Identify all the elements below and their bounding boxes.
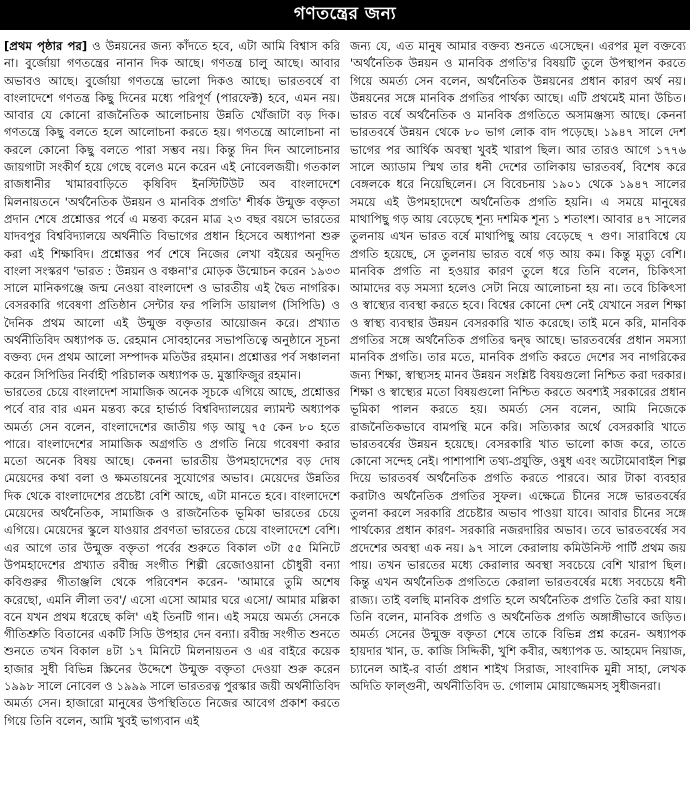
right-paragraph-1: জন্য যে, এত মানুষ আমার বক্তব্য শুনতে এসেছেন। এরপর মূল বক্তব্যে 'অর্থনৈতিক উন্নয়ন ও মানবিক প্রগতি'র বিষয়টি তুলে উপস্থাপন করতে গিয়ে অমর্ত্য সেন বলেন, অর্থনৈতিক উন্নয়নের প্রধান কারণ অর্থ নয়। উন্নয়নের সঙ্গে মানবিক প্রগতির পার্থক্য আছে। এটি প্রথমেই মানা উচিত। ভারত বর্ষে অর্থনৈতিক ও মানবিক প্রগতিতে অসামঞ্জস্য আছে। কেননা ভারতবর্ষে উন্নয়ন থেকে ৮০ ভাগ লোক বাদ পড়েছে। ১৯৪৭ সালে দেশ ভাগের পর আর্থিক অবস্থা খুবই খারাপ ছিল। আর তারও আগে ১৭৭৬ সালে অ্যাডাম স্মিথ তার ধনী দেশের তালিকায় ভারতবর্ষ, বিশেষ করে বেঙ্গলকে ধরে নিয়েছিলেন। সে বিবেচনায় ১৯০১ থেকে ১৯৪৭ সালের সময়ে এই উপমহাদেশে অর্থনৈতিক প্রগতি হয়নি। এ সময়ে মানুষের মাথাপিছু গড় আয় বেড়েছে শূন্য দশমিক শূন্য ১ শতাংশ। আবার ৪৭ সালের তুলনায় এখন ভারত বর্ষে মাথাপিছু আয় বেড়েছে ৭ গুণ। সারাবিশ্বে যে প্রগতি হয়েছে, সে তুলনায় ভারত বর্ষে গড় আয় কম। কিন্তু মৃত্যু বেশি। মানবিক প্রগতি না হওয়ার কারণ তুলে ধরে তিনি বলেন, চিকিৎসা আমাদের বড় সমস্যা হলেও সেটা নিয়ে আলোচনা হয় না। তবে চিকিৎসা ও স্বাস্থ্যের ব্যবস্থা করতে হবে। বিশ্বের কোনো দেশ নেই যেখানে সরল শিক্ষা ও স্বাস্থ্য ব্যবস্থার উন্নয়ন বেসরকারি খাত করেছে। তাই মনে করি, মানবিক প্রগতির সঙ্গে অর্থনৈতিক প্রগতির দ্বন্দ্ব আছে। ভারতবর্ষের প্রধান সমস্যা মানবিক প্রগতি। তার মতে, মানবিক প্রগতি করতে দেশের সব নাগরিকের জন্য শিক্ষা, স্বাস্থ্যসহ মানব উন্নয়ন সংশ্লিষ্ট বিষয়গুলো নিশ্চিত করা দরকার। শিক্ষা ও স্বাস্থ্যের মতো বিষয়গুলো নিশ্চিত করতে অবশ্যই সরকারের প্রধান ভূমিকা পালন করতে হয়। অমর্ত্য সেন বলেন, আমি নিজেকে রাজনৈতিকভাবে বামপন্থি মনে করি। সত্যিকার অর্থে বেসরকারি খাতে ভারতবর্ষের উন্নয়ন হয়েছে। বেসরকারি খাত ভালো কাজ করে, তাতে কোনো সন্দেহ নেই। পাশাপাশি তথ্য-প্রযুক্তি, ওষুধ এবং অটোমোবাইল শিল্প দিয়ে ভারতবর্ষ অর্থনৈতিক প্রগতি করতে পারবে। আর টাকা ব্যবহার করাটাও অর্থনৈতিক প্রগতির সুফল। এক্ষেত্রে চীনের সঙ্গে ভারতবর্ষের তুলনা করলে সরকারি প্রচেষ্টার অভাব পাওয়া যাবে। আবার চীনের সঙ্গে পার্থক্যের প্রধান কারণ- সরকারি নজরদারির অভাব। তবে ভারতবর্ষের সব প্রদেশের অবস্থা এক নয়। ৯৭ সালে কেরালায় কমিউনিস্ট পার্টি প্রথম জয় পায়। তখন ভারতের মধ্যে কেরালার অবস্থা সবচেয়ে বেশি খারাপ ছিল। কিন্তু এখন অর্থনৈতিক প্রগতিতে কেরালা ভারতবর্ষের মধ্যে সবচেয়ে ধনী রাজ্য। তাই বলছি মানবিক প্রগতি হলে অর্থনৈতিক প্রগতি তৈরি করা যায়। তিনি বলেন, মানবিক প্রগতি ও অর্থনৈতিক প্রগতি অঙ্গাঙ্গীভাবে জড়িত। অমর্ত্য সেনের উন্মুক্ত বক্তৃতা শেষে তাকে বিভিন্ন প্রশ্ন করেন- অধ্যাপক হায়দার খান, ড. কাজি সিদ্দিকী, খুশি কবীর, অধ্যাপক ড. আহমেদ নিয়াজ, চ্যানেল আই-র বার্তা প্রধান শাইখ সিরাজ, সাংবাদিক মুন্নী সাহা, লেখক অদিতি ফাল্গুনী, অর্থনীতিবিদ ড. গোলাম মোয়াজ্জেমসহ সুধীজনরা। — [350, 39, 686, 693]
headline-bar — [0, 0, 690, 30]
right-column — [350, 38, 686, 804]
headline: গণতন্ত্রের জন্য — [293, 4, 397, 24]
left-column — [4, 38, 340, 804]
left-paragraph-1 — [4, 38, 340, 384]
left-paragraph-2: ভারতের চেয়ে বাংলাদেশ সামাজিক অনেক সূচকে এগিয়ে আছে, প্রশ্নোত্তর পর্বে বার বার এমন মন্তব্য করে হার্ভার্ড বিশ্ববিদ্যালয়ের ল্যামন্ট অধ্যাপক অমর্ত্য সেন বলেন, বাংলাদেশের জাতীয় গড় আয়ু ৭৫ কেন ৮০ হতে পারে। বাংলাদেশের সামাজিক অগ্রগতি ও প্রগতি নিয়ে গবেষণা করার মতো অনেক বিষয় আছে। কেননা ভারতীয় উপমহাদেশের বড় দোষ মেয়েদের কথা বলা ও ক্ষমতায়নের সুযোগের অভাব। মেয়েদের উন্নতির দিক থেকে বাংলাদেশের প্রচেষ্টা বেশি আছে, এটা মানতে হবে। বাংলাদেশে মেয়েদের অর্থনৈতিক, সামাজিক ও রাজনৈতিক ভূমিকা ভারতের চেয়ে এগিয়ে। মেয়েদের স্কুলে যাওয়ার প্রবণতা ভারতের চেয়ে বাংলাদেশে বেশি। এর আগে তার উন্মুক্ত বক্তৃতা পর্বের শুরুতে বিকাল ৩টা ৫৫ মিনিটে উপমহাদেশের প্রখ্যাত রবীন্দ্র সংগীত শিল্পী রেজোওয়ানা চৌধুরী বন্যা কবিগুরুর গীতাঞ্জলি থেকে পরিবেশন করেন- 'আমারে তুমি অশেষ করেছো, এমনি লীলা তব'/ এসো এসো আমার ঘরে এসো/ আমার মল্লিকা বনে যখন প্রথম ধরেছে কলি' এই তিনটি গান। এই সময়ে অমর্ত্য সেনকে গীতিশ্রুতি বিতানের একটি সিডি উপহার দেন বন্যা। রবীন্দ্র সংগীত শুনতে শুনতে তখন বিকাল ৪টা ১৭ মিনিটে মিলনায়তন ও এর বাইরে কয়েক হাজার সুধী বিভিন্ন স্ক্রিনের উদ্দেশে উন্মুক্ত বক্তৃতা দেওয়া শুরু করেন ১৯৯৮ সালে নোবেল ও ১৯৯৯ সালে ভারতরত্ন পুরস্কার জয়ী অর্থনীতিবিদ অমর্ত্য সেন। হাজারো মানুষের উপস্থিতিতে নিজের আবেগ প্রকাশ করতে গিয়ে তিনি বলেন, আমি খুবই ভাগ্যবান এই — [4, 384, 340, 728]
article-columns — [4, 38, 686, 804]
left-paragraph-1-text: ও উন্নয়নের জন্য কাঁদতে হবে, এটা আমি বিশ্বাস করি না। বুর্জোয়া গণতন্ত্রের নানান দিক আছে। গণতন্ত্র চালু আছে। আবার অভাবও আছে। বুর্জোয়া গণতন্ত্রে ভালো দিকও আছে। ভারতবর্ষে বা বাংলাদেশে গণতন্ত্র কিছু দিনের মধ্যে পরিপূর্ণ (পারফেক্ট) হবে, এমন নয়। আবার যে কোনো রাজনৈতিক আলোচনায় উন্নতি খোঁজাটা বড় দিক। গণতন্ত্রে কিছু বলতে হলে আলোচনা করতে হয়। গণতন্ত্রে আলোচনা না করলে কোনো কিছু বলতে পারা সম্ভব নয়। কিন্তু দিন দিন আলোচনার জায়গাটা সংকীর্ণ হয়ে গেছে বলেও মনে করেন এই নোবেলজয়ী। গতকাল রাজধানীর খামারবাড়িতে কৃষিবিদ ইনস্টিটিউট অব বাংলাদেশে মিলনায়তনে 'অর্থনৈতিক উন্নয়ন ও মানবিক প্রগতি' শীর্ষক উন্মুক্ত বক্তৃতা প্রদান শেষে প্রশ্নোত্তর পর্বে এ মন্তব্য করেন মাত্র ২৩ বছর বয়সে ভারতের যাদবপুর বিশ্ববিদ্যালয়ে অর্থনীতি বিভাগের প্রধান হিসেবে অধ্যাপনা শুরু করা এই শিক্ষাবিদ। প্রশ্নোত্তর পর্ব শেষে নিজের লেখা বইয়ের অনূদিত বাংলা সংস্করণ 'ভারত : উন্নয়ন ও বঞ্চনা'র মোড়ক উন্মোচন করেন ১৯৩৩ সালে মানিকগঞ্জে জন্ম নেওয়া বাংলাদেশ ও ভারতীয় এই দ্বৈত নাগরিক। বেসরকারি গবেষণা প্রতিষ্ঠান সেন্টার ফর পলিসি ডায়ালগ (সিপিডি) ও দৈনিক প্রথম আলো এই উন্মুক্ত বক্তৃতার আয়োজন করে। প্রখ্যাত অর্থনীতিবিদ অধ্যাপক ড. রেহমান সোবহানের সভাপতিত্বে অনুষ্ঠানে সূচনা বক্তব্য দেন প্রথম আলো সম্পাদক মতিউর রহমান। প্রশ্নোত্তর পর্ব সঞ্চালনা করেন সিপিডির নির্বাহী পরিচালক অধ্যাপক ড. মুস্তাফিজুর রহমান। — [4, 39, 340, 382]
continuation-tag: [প্রথম পৃষ্ঠার পর] — [4, 39, 88, 53]
